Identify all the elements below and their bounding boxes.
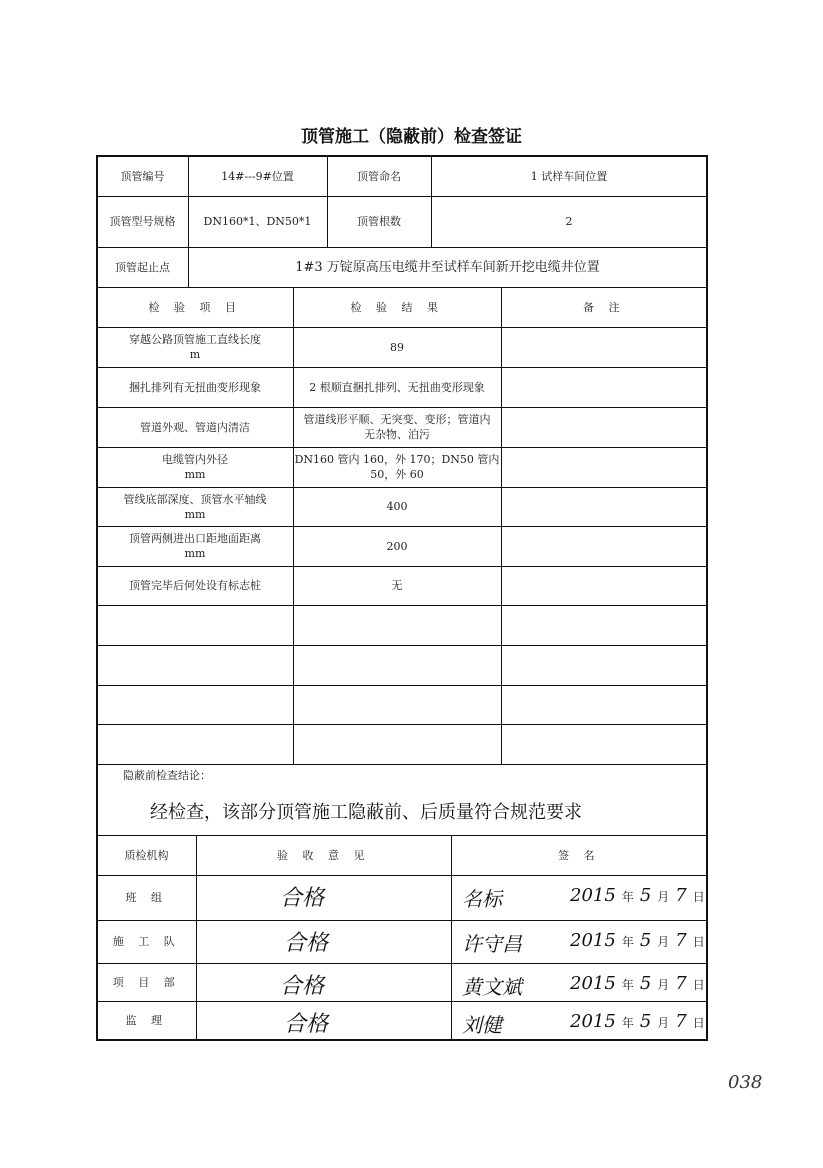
date-unit: 年: [621, 935, 634, 949]
inspection-item-name: 顶管两侧进出口距地面距离 mm: [129, 532, 261, 560]
inspection-item-note: [501, 407, 707, 447]
pipe-name-label: 顶管命名: [357, 169, 401, 183]
inspection-item-name: 穿越公路顶管施工直线长度 m: [129, 333, 261, 361]
pipe-count-label: 顶管根数: [357, 215, 401, 228]
conclusion-label: 隐蔽前检查结论：: [123, 769, 211, 782]
signoff-header-signature: 签 名: [558, 848, 600, 862]
date-day-handwritten: 7: [675, 930, 687, 951]
pipe-spec-label: 顶管型号规格: [109, 215, 176, 228]
inspection-item-note: [501, 724, 707, 764]
inspection-item-note: [501, 566, 707, 605]
signoff-opinion-handwritten: 合格: [284, 931, 329, 956]
date-unit: 日: [692, 1016, 705, 1030]
inspection-item-name: [97, 685, 293, 724]
pipe-no-label: 顶管编号: [120, 169, 165, 183]
signoff-opinion-handwritten: 合格: [280, 886, 325, 911]
grid-line-horizontal: [97, 764, 707, 765]
conclusion-text: 经检查，该部分顶管施工隐蔽前、后质量符合规范要求: [150, 802, 582, 823]
date-unit: 日: [692, 935, 705, 949]
date-unit: 月: [657, 935, 670, 949]
signoff-header-opinion: 验 收 意 见: [277, 848, 370, 862]
date-day-handwritten: 7: [675, 885, 687, 906]
signoff-org: 监 理: [125, 1014, 168, 1027]
date-year-handwritten: 2015: [570, 1011, 616, 1032]
date-unit: 年: [621, 1016, 634, 1030]
date-month-handwritten: 5: [639, 885, 652, 906]
column-header-note: 备 注: [583, 300, 625, 314]
signoff-date: [570, 885, 711, 906]
date-day-handwritten: 7: [675, 973, 687, 994]
signoff-org: 班 组: [125, 891, 168, 904]
date-unit: 月: [657, 1016, 670, 1030]
date-month-handwritten: 5: [639, 930, 652, 951]
inspection-item-name: 电缆管内外径 mm: [162, 453, 228, 481]
date-unit: 年: [621, 978, 634, 992]
signoff-opinion-handwritten: 合格: [284, 1012, 329, 1037]
inspection-item-note: [501, 487, 707, 526]
inspection-item-result: [293, 724, 501, 764]
inspection-item-name: 顶管完毕后何处设有标志桩: [129, 579, 261, 592]
date-year-handwritten: 2015: [570, 930, 616, 951]
inspection-item-result: 管道线形平顺、无突变、变形；管道内 无杂物、泊污: [303, 413, 491, 441]
inspection-item-note: [501, 526, 707, 566]
inspection-item-result: [293, 685, 501, 724]
signoff-signature-handwritten: 名标: [462, 887, 502, 911]
date-unit: 日: [692, 890, 705, 904]
date-unit: 月: [657, 890, 670, 904]
signoff-signature-handwritten: 许守昌: [462, 932, 522, 956]
signoff-date: [570, 973, 711, 994]
date-year-handwritten: 2015: [570, 885, 616, 906]
inspection-item-result: 200: [386, 539, 408, 553]
date-month-handwritten: 5: [639, 973, 652, 994]
column-header-item: 检 验 项 目: [148, 300, 242, 314]
inspection-item-result: [293, 605, 501, 645]
inspection-item-note: [501, 645, 707, 685]
start-end-value: 1#3 万锭原高压电缆井至试样车间新开挖电缆井位置: [295, 259, 600, 275]
signoff-date: [570, 930, 711, 951]
inspection-item-result: 400: [386, 500, 408, 513]
signoff-org: 项 目 部: [112, 975, 181, 989]
inspection-item-result: 2 根顺直捆扎排列、无扭曲变形现象: [309, 380, 485, 394]
column-header-result: 检 验 结 果: [350, 300, 444, 314]
inspection-item-note: [501, 327, 707, 367]
inspection-item-name: [97, 605, 293, 645]
inspection-item-result: 无: [391, 579, 403, 592]
signoff-signature-handwritten: 刘健: [462, 1013, 502, 1037]
signoff-opinion-handwritten: 合格: [280, 974, 325, 999]
inspection-item-name: 管道外观、管道内清洁: [140, 420, 250, 434]
inspection-item-note: [501, 447, 707, 487]
inspection-item-note: [501, 367, 707, 407]
inspection-item-name: 管线底部深度、顶管水平轴线 mm: [123, 492, 267, 521]
date-day-handwritten: 7: [675, 1011, 687, 1032]
date-unit: 日: [692, 978, 705, 992]
date-year-handwritten: 2015: [570, 973, 616, 994]
document-title: 顶管施工（隐蔽前）检查签证: [301, 127, 522, 147]
signoff-signature-handwritten: 黄文斌: [462, 975, 522, 999]
signoff-date: [570, 1011, 711, 1032]
date-month-handwritten: 5: [639, 1011, 652, 1032]
inspection-item-result: DN160 管内 160，外 170；DN50 管内 50，外 60: [294, 453, 500, 481]
pipe-spec-value: DN160*1、DN50*1: [203, 215, 312, 228]
pipe-count-value: 2: [565, 215, 573, 228]
inspection-item-result: [293, 645, 501, 685]
inspection-item-name: 捆扎排列有无扭曲变形现象: [129, 380, 261, 394]
signoff-org: 施 工 队: [112, 935, 181, 948]
start-end-label: 顶管起止点: [115, 260, 170, 274]
inspection-item-name: [97, 724, 293, 764]
date-unit: 年: [621, 890, 634, 904]
pipe-no-value: 14#---9#位置: [221, 169, 294, 183]
inspection-item-note: [501, 685, 707, 724]
inspection-item-name: [97, 645, 293, 685]
inspection-item-note: [501, 605, 707, 645]
signoff-header-org: 质检机构: [124, 848, 169, 862]
page-number: 038: [728, 1072, 763, 1093]
date-unit: 月: [657, 978, 670, 992]
inspection-item-result: 89: [390, 340, 404, 354]
pipe-name-value: 1 试样车间位置: [530, 169, 608, 183]
